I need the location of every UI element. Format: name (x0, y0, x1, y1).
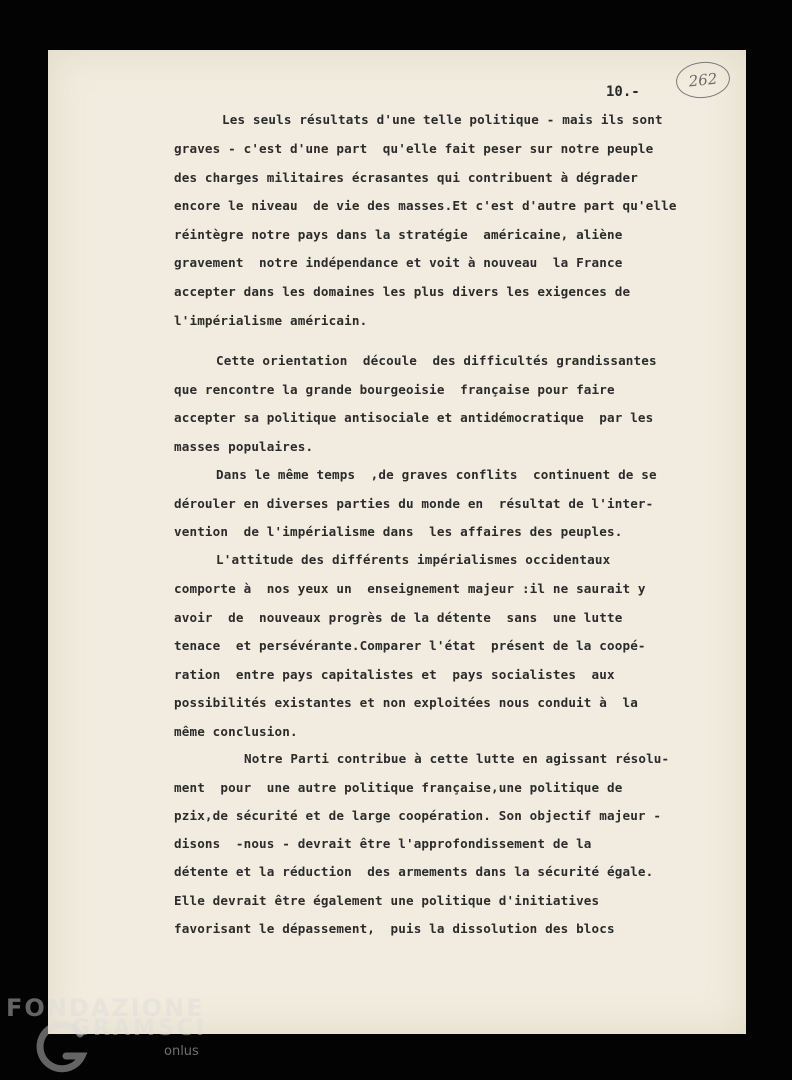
text-line: Elle devrait être également une politique d'initiatives (174, 893, 600, 908)
text-line: même conclusion. (174, 724, 298, 739)
text-line: disons -nous - devrait être l'approfondissement de la (174, 836, 592, 851)
text-line: que rencontre la grande bourgeoisie française pour faire (174, 382, 615, 397)
watermark-line2: GRAMSCI (72, 1016, 208, 1041)
fondazione-gramsci-watermark (6, 994, 206, 1078)
archive-stamp-number: 262 (674, 59, 731, 100)
text-line: L'attitude des différents impérialismes occidentaux (216, 552, 611, 567)
text-line: tenace et persévérante.Comparer l'état présent de la coopé- (174, 638, 646, 653)
text-line: comporte à nos yeux un enseignement majeur :il ne saurait y (174, 581, 646, 596)
text-line: l'impérialisme américain. (174, 313, 368, 328)
text-line: accepter dans les domaines les plus divers les exigences de (174, 284, 631, 299)
text-line: encore le niveau de vie des masses.Et c'est d'autre part qu'elle (174, 198, 677, 213)
text-line: possibilités existantes et non exploitées nous conduit à la (174, 695, 638, 710)
text-line: dérouler en diverses parties du monde en résultat de l'inter- (174, 496, 654, 511)
text-line: masses populaires. (174, 439, 314, 454)
text-line: Cette orientation découle des difficultés grandissantes (216, 353, 657, 368)
text-line: graves - c'est d'une part qu'elle fait peser sur notre peuple (174, 141, 654, 156)
text-line: réintègre notre pays dans la stratégie américaine, aliène (174, 227, 623, 242)
text-line: gravement notre indépendance et voit à nouveau la France (174, 255, 623, 270)
watermark-line1: FONDAZIONE (6, 994, 205, 1022)
text-line: favorisant le dépassement, puis la dissolution des blocs (174, 921, 615, 936)
page-number: 10.- (606, 84, 640, 100)
text-line: détente et la réduction des armements dans la sécurité égale. (174, 864, 654, 879)
text-line: accepter sa politique antisociale et antidémocratique par les (174, 410, 654, 425)
watermark-suffix: onlus (164, 1044, 199, 1059)
text-line: des charges militaires écrasantes qui contribuent à dégrader (174, 170, 638, 185)
text-line: pzix,de sécurité et de large coopération. Son objectif majeur - (174, 808, 662, 823)
text-line: avoir de nouveaux progrès de la détente sans une lutte (174, 610, 623, 625)
text-line: Notre Parti contribue à cette lutte en agissant résolu- (244, 751, 670, 766)
text-line: Dans le même temps ,de graves conflits continuent de se (216, 467, 657, 482)
text-line: ment pour une autre politique française,une politique de (174, 780, 623, 795)
text-line: vention de l'impérialisme dans les affaires des peuples. (174, 524, 623, 539)
text-line: Les seuls résultats d'une telle politique - mais ils sont (222, 112, 663, 127)
text-line: ration entre pays capitalistes et pays socialistes aux (174, 667, 615, 682)
